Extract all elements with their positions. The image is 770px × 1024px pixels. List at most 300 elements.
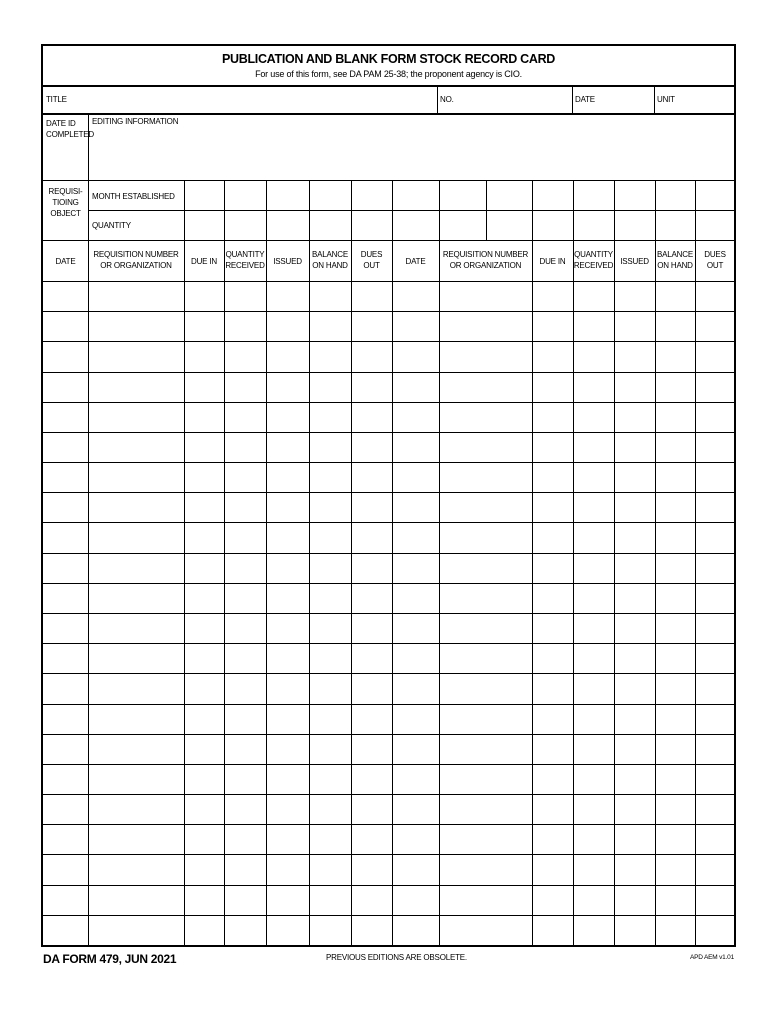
ledger-cell[interactable] — [656, 312, 694, 340]
ledger-cell[interactable] — [615, 614, 654, 642]
ledger-cell[interactable] — [310, 493, 350, 521]
ledger-cell[interactable] — [185, 282, 223, 310]
ledger-cell[interactable] — [440, 463, 531, 491]
ledger-cell[interactable] — [267, 855, 308, 883]
ledger-cell[interactable] — [393, 614, 438, 642]
ledger-cell[interactable] — [185, 886, 223, 914]
ledger-cell[interactable] — [44, 886, 87, 914]
ledger-cell[interactable] — [615, 735, 654, 763]
ledger-cell[interactable] — [393, 493, 438, 521]
ledger-cell[interactable] — [310, 644, 350, 672]
ledger-cell[interactable] — [89, 674, 183, 702]
ledger-cell[interactable] — [574, 855, 613, 883]
ledger-cell[interactable] — [656, 614, 694, 642]
ledger-cell[interactable] — [615, 463, 654, 491]
ledger-cell[interactable] — [89, 584, 183, 612]
ledger-cell[interactable] — [267, 523, 308, 551]
ledger-cell[interactable] — [656, 373, 694, 401]
quantity-cell[interactable] — [696, 211, 734, 239]
ledger-cell[interactable] — [267, 433, 308, 461]
ledger-cell[interactable] — [44, 312, 87, 340]
ledger-cell[interactable] — [574, 825, 613, 853]
ledger-cell[interactable] — [267, 312, 308, 340]
ledger-cell[interactable] — [656, 644, 694, 672]
ledger-cell[interactable] — [267, 403, 308, 431]
ledger-cell[interactable] — [393, 644, 438, 672]
ledger-cell[interactable] — [310, 825, 350, 853]
ledger-cell[interactable] — [352, 916, 391, 944]
ledger-cell[interactable] — [185, 674, 223, 702]
ledger-cell[interactable] — [696, 674, 734, 702]
ledger-cell[interactable] — [225, 584, 265, 612]
ledger-cell[interactable] — [656, 584, 694, 612]
ledger-cell[interactable] — [89, 493, 183, 521]
quantity-cell[interactable] — [656, 211, 694, 239]
ledger-cell[interactable] — [696, 554, 734, 582]
ledger-cell[interactable] — [185, 765, 223, 793]
ledger-cell[interactable] — [696, 795, 734, 823]
ledger-cell[interactable] — [533, 554, 572, 582]
ledger-cell[interactable] — [310, 614, 350, 642]
month-established-cell[interactable] — [352, 181, 391, 209]
ledger-cell[interactable] — [615, 674, 654, 702]
ledger-cell[interactable] — [574, 433, 613, 461]
ledger-cell[interactable] — [696, 493, 734, 521]
ledger-cell[interactable] — [440, 765, 531, 793]
ledger-cell[interactable] — [310, 705, 350, 733]
ledger-cell[interactable] — [574, 373, 613, 401]
ledger-cell[interactable] — [352, 886, 391, 914]
ledger-cell[interactable] — [615, 795, 654, 823]
ledger-cell[interactable] — [310, 855, 350, 883]
ledger-cell[interactable] — [393, 855, 438, 883]
ledger-cell[interactable] — [44, 674, 87, 702]
ledger-cell[interactable] — [352, 855, 391, 883]
ledger-cell[interactable] — [310, 916, 350, 944]
ledger-cell[interactable] — [574, 886, 613, 914]
ledger-cell[interactable] — [574, 795, 613, 823]
ledger-cell[interactable] — [440, 674, 531, 702]
ledger-cell[interactable] — [574, 674, 613, 702]
ledger-cell[interactable] — [267, 282, 308, 310]
ledger-cell[interactable] — [440, 584, 531, 612]
quantity-cell[interactable] — [310, 211, 350, 239]
ledger-cell[interactable] — [185, 312, 223, 340]
ledger-cell[interactable] — [44, 433, 87, 461]
ledger-cell[interactable] — [533, 735, 572, 763]
ledger-cell[interactable] — [656, 855, 694, 883]
ledger-cell[interactable] — [533, 644, 572, 672]
ledger-cell[interactable] — [267, 705, 308, 733]
ledger-cell[interactable] — [89, 644, 183, 672]
ledger-cell[interactable] — [89, 765, 183, 793]
ledger-cell[interactable] — [267, 644, 308, 672]
ledger-cell[interactable] — [574, 705, 613, 733]
ledger-cell[interactable] — [393, 886, 438, 914]
ledger-cell[interactable] — [44, 644, 87, 672]
ledger-cell[interactable] — [440, 342, 531, 370]
ledger-cell[interactable] — [393, 795, 438, 823]
title-input[interactable] — [80, 87, 435, 112]
ledger-cell[interactable] — [89, 373, 183, 401]
ledger-cell[interactable] — [440, 886, 531, 914]
ledger-cell[interactable] — [533, 886, 572, 914]
ledger-cell[interactable] — [44, 916, 87, 944]
ledger-cell[interactable] — [185, 403, 223, 431]
ledger-cell[interactable] — [574, 644, 613, 672]
ledger-cell[interactable] — [574, 735, 613, 763]
ledger-cell[interactable] — [440, 614, 531, 642]
ledger-cell[interactable] — [533, 765, 572, 793]
ledger-cell[interactable] — [225, 342, 265, 370]
ledger-cell[interactable] — [310, 373, 350, 401]
ledger-cell[interactable] — [44, 735, 87, 763]
ledger-cell[interactable] — [267, 795, 308, 823]
ledger-cell[interactable] — [696, 916, 734, 944]
ledger-cell[interactable] — [225, 554, 265, 582]
ledger-cell[interactable] — [225, 855, 265, 883]
ledger-cell[interactable] — [615, 705, 654, 733]
month-established-cell[interactable] — [656, 181, 694, 209]
ledger-cell[interactable] — [574, 614, 613, 642]
ledger-cell[interactable] — [533, 916, 572, 944]
ledger-cell[interactable] — [185, 614, 223, 642]
ledger-cell[interactable] — [574, 523, 613, 551]
ledger-cell[interactable] — [225, 433, 265, 461]
ledger-cell[interactable] — [393, 916, 438, 944]
ledger-cell[interactable] — [310, 795, 350, 823]
ledger-cell[interactable] — [393, 554, 438, 582]
ledger-cell[interactable] — [44, 855, 87, 883]
ledger-cell[interactable] — [574, 493, 613, 521]
ledger-cell[interactable] — [656, 554, 694, 582]
ledger-cell[interactable] — [393, 674, 438, 702]
ledger-cell[interactable] — [267, 554, 308, 582]
ledger-cell[interactable] — [89, 886, 183, 914]
ledger-cell[interactable] — [225, 493, 265, 521]
ledger-cell[interactable] — [185, 705, 223, 733]
ledger-cell[interactable] — [352, 523, 391, 551]
ledger-cell[interactable] — [393, 705, 438, 733]
ledger-cell[interactable] — [533, 705, 572, 733]
ledger-cell[interactable] — [696, 705, 734, 733]
ledger-cell[interactable] — [696, 644, 734, 672]
ledger-cell[interactable] — [225, 674, 265, 702]
ledger-cell[interactable] — [440, 705, 531, 733]
ledger-cell[interactable] — [656, 886, 694, 914]
date-input[interactable] — [600, 87, 652, 112]
ledger-cell[interactable] — [696, 282, 734, 310]
ledger-cell[interactable] — [393, 523, 438, 551]
month-established-cell[interactable] — [574, 181, 613, 209]
ledger-cell[interactable] — [352, 584, 391, 612]
ledger-cell[interactable] — [440, 855, 531, 883]
ledger-cell[interactable] — [185, 855, 223, 883]
ledger-cell[interactable] — [225, 312, 265, 340]
ledger-cell[interactable] — [615, 825, 654, 853]
ledger-cell[interactable] — [615, 644, 654, 672]
ledger-cell[interactable] — [89, 855, 183, 883]
ledger-cell[interactable] — [185, 644, 223, 672]
ledger-cell[interactable] — [310, 342, 350, 370]
ledger-cell[interactable] — [656, 825, 694, 853]
month-established-cell[interactable] — [267, 181, 308, 209]
ledger-cell[interactable] — [574, 554, 613, 582]
ledger-cell[interactable] — [574, 282, 613, 310]
ledger-cell[interactable] — [267, 463, 308, 491]
ledger-cell[interactable] — [440, 403, 531, 431]
ledger-cell[interactable] — [89, 705, 183, 733]
ledger-cell[interactable] — [615, 312, 654, 340]
ledger-cell[interactable] — [44, 523, 87, 551]
ledger-cell[interactable] — [44, 342, 87, 370]
ledger-cell[interactable] — [352, 825, 391, 853]
ledger-cell[interactable] — [656, 403, 694, 431]
ledger-cell[interactable] — [352, 735, 391, 763]
ledger-cell[interactable] — [533, 312, 572, 340]
ledger-cell[interactable] — [696, 403, 734, 431]
month-established-cell[interactable] — [440, 181, 485, 209]
ledger-cell[interactable] — [440, 916, 531, 944]
ledger-cell[interactable] — [393, 342, 438, 370]
ledger-cell[interactable] — [185, 523, 223, 551]
ledger-cell[interactable] — [656, 705, 694, 733]
ledger-cell[interactable] — [44, 705, 87, 733]
ledger-cell[interactable] — [310, 765, 350, 793]
quantity-cell[interactable] — [533, 211, 572, 239]
ledger-cell[interactable] — [696, 886, 734, 914]
ledger-cell[interactable] — [656, 916, 694, 944]
ledger-cell[interactable] — [44, 795, 87, 823]
ledger-cell[interactable] — [89, 403, 183, 431]
ledger-cell[interactable] — [440, 825, 531, 853]
ledger-cell[interactable] — [267, 886, 308, 914]
ledger-cell[interactable] — [393, 463, 438, 491]
ledger-cell[interactable] — [267, 342, 308, 370]
ledger-cell[interactable] — [615, 403, 654, 431]
ledger-cell[interactable] — [533, 373, 572, 401]
ledger-cell[interactable] — [656, 765, 694, 793]
ledger-cell[interactable] — [574, 584, 613, 612]
ledger-cell[interactable] — [533, 855, 572, 883]
ledger-cell[interactable] — [267, 674, 308, 702]
ledger-cell[interactable] — [44, 493, 87, 521]
quantity-cell[interactable] — [615, 211, 654, 239]
ledger-cell[interactable] — [533, 433, 572, 461]
ledger-cell[interactable] — [440, 735, 531, 763]
ledger-cell[interactable] — [310, 886, 350, 914]
ledger-cell[interactable] — [574, 312, 613, 340]
month-established-cell[interactable] — [310, 181, 350, 209]
ledger-cell[interactable] — [267, 825, 308, 853]
ledger-cell[interactable] — [393, 282, 438, 310]
ledger-cell[interactable] — [44, 765, 87, 793]
ledger-cell[interactable] — [440, 523, 531, 551]
quantity-cell[interactable] — [487, 211, 531, 239]
ledger-cell[interactable] — [267, 493, 308, 521]
ledger-cell[interactable] — [89, 614, 183, 642]
ledger-cell[interactable] — [696, 735, 734, 763]
ledger-cell[interactable] — [225, 735, 265, 763]
ledger-cell[interactable] — [310, 554, 350, 582]
ledger-cell[interactable] — [440, 493, 531, 521]
no-input[interactable] — [455, 87, 570, 112]
ledger-cell[interactable] — [185, 554, 223, 582]
ledger-cell[interactable] — [185, 342, 223, 370]
ledger-cell[interactable] — [185, 795, 223, 823]
ledger-cell[interactable] — [225, 373, 265, 401]
ledger-cell[interactable] — [225, 705, 265, 733]
ledger-cell[interactable] — [267, 614, 308, 642]
ledger-cell[interactable] — [696, 825, 734, 853]
quantity-cell[interactable] — [225, 211, 265, 239]
ledger-cell[interactable] — [656, 493, 694, 521]
ledger-cell[interactable] — [656, 463, 694, 491]
ledger-cell[interactable] — [615, 765, 654, 793]
ledger-cell[interactable] — [440, 795, 531, 823]
ledger-cell[interactable] — [185, 373, 223, 401]
ledger-cell[interactable] — [393, 584, 438, 612]
ledger-cell[interactable] — [533, 282, 572, 310]
ledger-cell[interactable] — [352, 373, 391, 401]
ledger-cell[interactable] — [89, 825, 183, 853]
ledger-cell[interactable] — [267, 373, 308, 401]
quantity-cell[interactable] — [185, 211, 223, 239]
ledger-cell[interactable] — [185, 493, 223, 521]
ledger-cell[interactable] — [352, 282, 391, 310]
ledger-cell[interactable] — [440, 282, 531, 310]
ledger-cell[interactable] — [352, 795, 391, 823]
month-established-cell[interactable] — [487, 181, 531, 209]
month-established-cell[interactable] — [185, 181, 223, 209]
ledger-cell[interactable] — [44, 403, 87, 431]
ledger-cell[interactable] — [185, 825, 223, 853]
ledger-cell[interactable] — [89, 916, 183, 944]
ledger-cell[interactable] — [267, 584, 308, 612]
ledger-cell[interactable] — [574, 916, 613, 944]
ledger-cell[interactable] — [615, 373, 654, 401]
ledger-cell[interactable] — [696, 373, 734, 401]
ledger-cell[interactable] — [533, 403, 572, 431]
ledger-cell[interactable] — [440, 644, 531, 672]
ledger-cell[interactable] — [89, 795, 183, 823]
ledger-cell[interactable] — [310, 523, 350, 551]
ledger-cell[interactable] — [533, 342, 572, 370]
ledger-cell[interactable] — [393, 403, 438, 431]
ledger-cell[interactable] — [225, 825, 265, 853]
date-id-completed-input[interactable] — [46, 140, 86, 178]
ledger-cell[interactable] — [533, 825, 572, 853]
ledger-cell[interactable] — [89, 312, 183, 340]
ledger-cell[interactable] — [615, 886, 654, 914]
ledger-cell[interactable] — [225, 523, 265, 551]
ledger-cell[interactable] — [185, 916, 223, 944]
ledger-cell[interactable] — [696, 855, 734, 883]
ledger-cell[interactable] — [352, 463, 391, 491]
ledger-cell[interactable] — [310, 463, 350, 491]
ledger-cell[interactable] — [352, 765, 391, 793]
ledger-cell[interactable] — [656, 523, 694, 551]
ledger-cell[interactable] — [393, 765, 438, 793]
ledger-cell[interactable] — [267, 735, 308, 763]
ledger-cell[interactable] — [393, 433, 438, 461]
ledger-cell[interactable] — [440, 373, 531, 401]
ledger-cell[interactable] — [225, 916, 265, 944]
ledger-cell[interactable] — [533, 584, 572, 612]
ledger-cell[interactable] — [615, 493, 654, 521]
editing-information-input[interactable] — [92, 128, 732, 178]
ledger-cell[interactable] — [696, 614, 734, 642]
ledger-cell[interactable] — [615, 554, 654, 582]
ledger-cell[interactable] — [352, 312, 391, 340]
ledger-cell[interactable] — [89, 433, 183, 461]
ledger-cell[interactable] — [533, 463, 572, 491]
ledger-cell[interactable] — [310, 584, 350, 612]
ledger-cell[interactable] — [185, 433, 223, 461]
ledger-cell[interactable] — [696, 312, 734, 340]
ledger-cell[interactable] — [89, 342, 183, 370]
ledger-cell[interactable] — [656, 282, 694, 310]
ledger-cell[interactable] — [440, 312, 531, 340]
ledger-cell[interactable] — [44, 554, 87, 582]
ledger-cell[interactable] — [696, 584, 734, 612]
ledger-cell[interactable] — [352, 644, 391, 672]
ledger-cell[interactable] — [89, 463, 183, 491]
ledger-cell[interactable] — [574, 765, 613, 793]
ledger-cell[interactable] — [696, 342, 734, 370]
ledger-cell[interactable] — [533, 493, 572, 521]
ledger-cell[interactable] — [393, 825, 438, 853]
ledger-cell[interactable] — [310, 674, 350, 702]
month-established-cell[interactable] — [393, 181, 438, 209]
quantity-cell[interactable] — [574, 211, 613, 239]
ledger-cell[interactable] — [225, 795, 265, 823]
ledger-cell[interactable] — [352, 614, 391, 642]
ledger-cell[interactable] — [696, 433, 734, 461]
ledger-cell[interactable] — [225, 765, 265, 793]
ledger-cell[interactable] — [656, 674, 694, 702]
month-established-cell[interactable] — [696, 181, 734, 209]
ledger-cell[interactable] — [310, 735, 350, 763]
ledger-cell[interactable] — [44, 614, 87, 642]
ledger-cell[interactable] — [352, 705, 391, 733]
ledger-cell[interactable] — [225, 403, 265, 431]
quantity-cell[interactable] — [440, 211, 485, 239]
ledger-cell[interactable] — [185, 463, 223, 491]
ledger-cell[interactable] — [310, 282, 350, 310]
ledger-cell[interactable] — [533, 614, 572, 642]
ledger-cell[interactable] — [352, 493, 391, 521]
ledger-cell[interactable] — [352, 403, 391, 431]
ledger-cell[interactable] — [393, 373, 438, 401]
ledger-cell[interactable] — [574, 342, 613, 370]
ledger-cell[interactable] — [696, 765, 734, 793]
ledger-cell[interactable] — [225, 463, 265, 491]
ledger-cell[interactable] — [656, 433, 694, 461]
ledger-cell[interactable] — [615, 282, 654, 310]
ledger-cell[interactable] — [44, 825, 87, 853]
month-established-cell[interactable] — [615, 181, 654, 209]
ledger-cell[interactable] — [574, 403, 613, 431]
ledger-cell[interactable] — [352, 674, 391, 702]
ledger-cell[interactable] — [615, 523, 654, 551]
ledger-cell[interactable] — [533, 795, 572, 823]
ledger-cell[interactable] — [44, 282, 87, 310]
ledger-cell[interactable] — [393, 312, 438, 340]
quantity-cell[interactable] — [393, 211, 438, 239]
ledger-cell[interactable] — [696, 523, 734, 551]
ledger-cell[interactable] — [615, 916, 654, 944]
